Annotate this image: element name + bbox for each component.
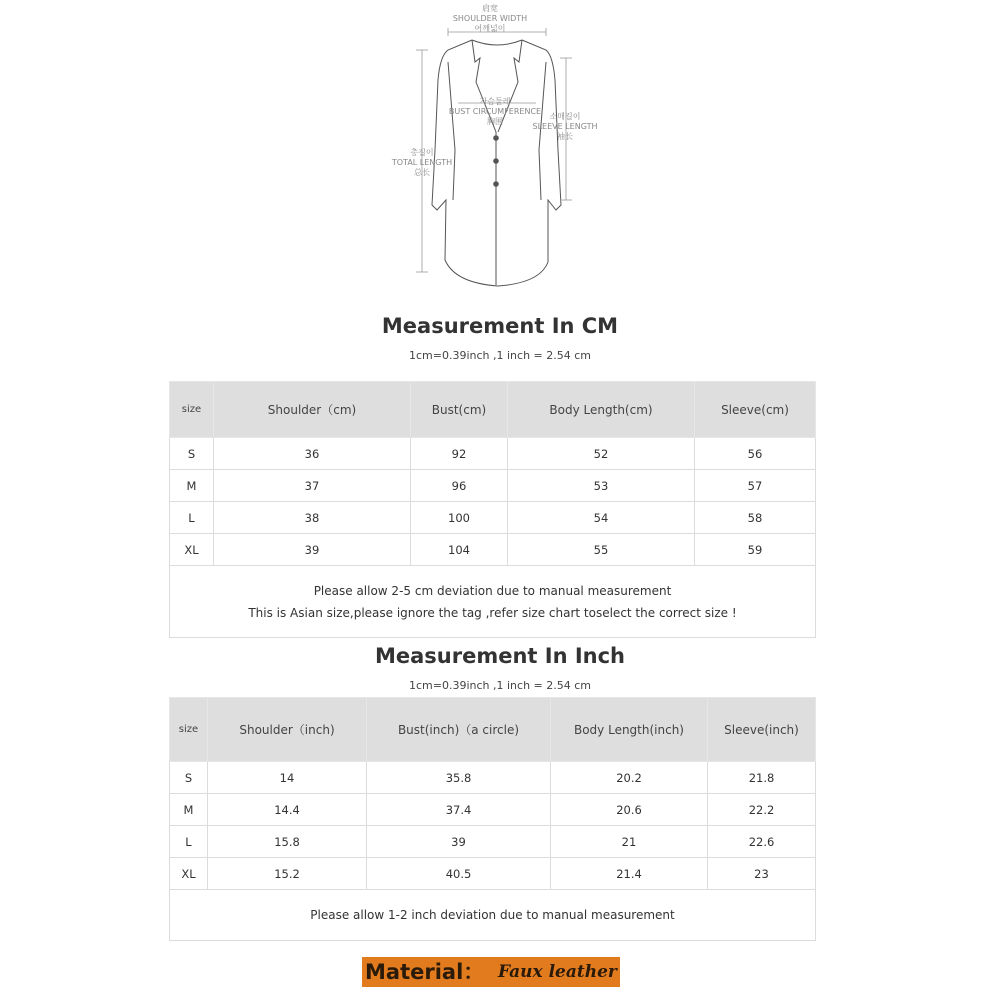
table-row <box>170 438 816 470</box>
cell-sleeve: 21.8 <box>708 762 816 794</box>
inch-size-table <box>169 697 816 941</box>
header-shoulder: Shoulder（cm) <box>214 382 411 438</box>
cell-shoulder: 15.2 <box>208 858 367 890</box>
cell-sleeve: 56 <box>695 438 816 470</box>
header-sleeve: Sleeve(cm) <box>695 382 816 438</box>
deviation-note <box>170 566 816 638</box>
cell-shoulder: 14 <box>208 762 367 794</box>
note-line: This is Asian size,please ignore the tag ,refer size chart toselect the correct size ! <box>248 605 737 620</box>
cm-size-table <box>169 381 816 638</box>
cell-bust: 35.8 <box>367 762 551 794</box>
cell-shoulder: 36 <box>214 438 411 470</box>
cm-conversion-note: 1cm=0.39inch ,1 inch = 2.54 cm <box>408 349 591 362</box>
cell-size: L <box>170 826 208 858</box>
table-row <box>170 502 816 534</box>
cell-sleeve: 22.2 <box>708 794 816 826</box>
cell-body-length: 20.6 <box>551 794 708 826</box>
cell-body-length: 21.4 <box>551 858 708 890</box>
table-row <box>170 858 816 890</box>
header-size: size <box>170 382 214 438</box>
cell-size: L <box>170 502 214 534</box>
header-bust: Bust(inch)（a circle) <box>367 698 551 762</box>
cell-sleeve: 59 <box>695 534 816 566</box>
cm-section-title: Measurement In CM <box>381 314 619 338</box>
table-row <box>170 794 816 826</box>
header-body-length: Body Length(cm) <box>508 382 695 438</box>
header-size: size <box>170 698 208 762</box>
cell-sleeve: 23 <box>708 858 816 890</box>
cell-bust: 39 <box>367 826 551 858</box>
table-note-row <box>170 890 816 941</box>
header-sleeve: Sleeve(inch) <box>708 698 816 762</box>
cell-shoulder: 38 <box>214 502 411 534</box>
cell-shoulder: 39 <box>214 534 411 566</box>
cell-size: XL <box>170 858 208 890</box>
cell-body-length: 55 <box>508 534 695 566</box>
cell-body-length: 54 <box>508 502 695 534</box>
note-line: Please allow 2-5 cm deviation due to manual measurement <box>313 583 672 598</box>
cell-body-length: 53 <box>508 470 695 502</box>
cell-size: S <box>170 762 208 794</box>
bust-circumference-label: 가슴둘레 BUST CIRCUMFERENCE 胸围 <box>448 97 542 126</box>
cell-body-length: 21 <box>551 826 708 858</box>
cell-bust: 100 <box>411 502 508 534</box>
coat-measurement-diagram <box>380 0 620 300</box>
table-row <box>170 470 816 502</box>
cell-bust: 96 <box>411 470 508 502</box>
cell-bust: 104 <box>411 534 508 566</box>
inch-section-title: Measurement In Inch <box>374 644 626 668</box>
sleeve-length-label: 소매길이 SLEEVE LENGTH 袖长 <box>532 112 598 141</box>
cell-size: S <box>170 438 214 470</box>
deviation-note: Please allow 1-2 inch deviation due to manual measurement <box>170 890 816 941</box>
cell-sleeve: 22.6 <box>708 826 816 858</box>
cell-sleeve: 57 <box>695 470 816 502</box>
cell-shoulder: 15.8 <box>208 826 367 858</box>
table-header-row <box>170 698 816 762</box>
cell-shoulder: 14.4 <box>208 794 367 826</box>
table-note-row <box>170 566 816 638</box>
header-bust: Bust(cm) <box>411 382 508 438</box>
cell-size: M <box>170 470 214 502</box>
cell-size: M <box>170 794 208 826</box>
cell-sleeve: 58 <box>695 502 816 534</box>
cell-size: XL <box>170 534 214 566</box>
table-row <box>170 762 816 794</box>
header-body-length: Body Length(inch) <box>551 698 708 762</box>
table-row <box>170 534 816 566</box>
shoulder-width-label: 肩宽 SHOULDER WIDTH 어깨넓이 <box>452 4 528 33</box>
inch-conversion-note: 1cm=0.39inch ,1 inch = 2.54 cm <box>408 679 591 692</box>
cell-bust: 92 <box>411 438 508 470</box>
cell-shoulder: 37 <box>214 470 411 502</box>
header-shoulder: Shoulder（inch) <box>208 698 367 762</box>
cell-bust: 40.5 <box>367 858 551 890</box>
material-label: Material： <box>365 960 485 984</box>
cell-bust: 37.4 <box>367 794 551 826</box>
material-banner <box>362 957 620 987</box>
cell-body-length: 20.2 <box>551 762 708 794</box>
table-header-row <box>170 382 816 438</box>
total-length-label: 총길이 TOTAL LENGTH 总长 <box>391 148 453 177</box>
material-value: Faux leather <box>498 962 617 982</box>
table-row <box>170 826 816 858</box>
cell-body-length: 52 <box>508 438 695 470</box>
